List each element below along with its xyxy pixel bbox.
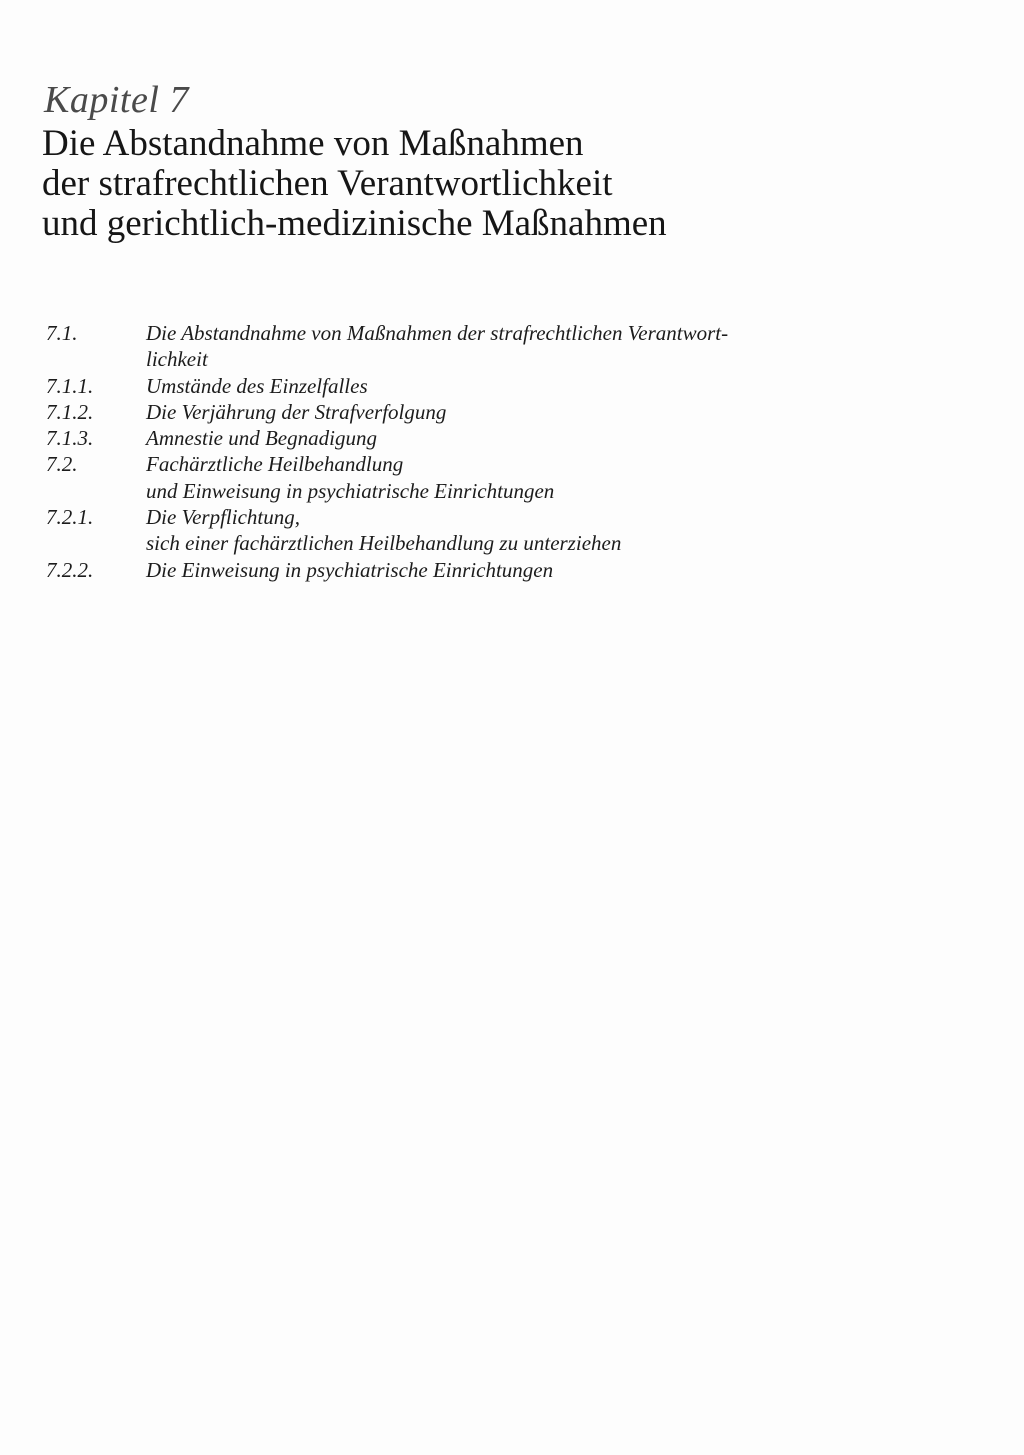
chapter-title-line: der strafrechtlichen Verantwortlichkeit bbox=[42, 163, 613, 204]
toc-entry-line: und Einweisung in psychiatrische Einrichtungen bbox=[146, 478, 555, 503]
toc-entry-number: 7.2. bbox=[46, 452, 78, 477]
chapter-title-line: und gerichtlich-medizinische Maßnahmen bbox=[42, 203, 667, 244]
toc-entry-line: sich einer fachärztlichen Heilbehandlung zu unterziehen bbox=[146, 531, 622, 556]
toc-entry-title bbox=[146, 399, 886, 425]
toc-entry-number: 7.1.2. bbox=[46, 399, 94, 424]
toc-entry-line: Amnestie und Begnadigung bbox=[146, 426, 377, 451]
toc-entry-line: Fachärztliche Heilbehandlung bbox=[146, 452, 404, 477]
toc-entry-title bbox=[146, 425, 886, 451]
toc-entry-title bbox=[146, 320, 886, 373]
toc-entry bbox=[0, 320, 1024, 373]
toc-entry-line: Umstände des Einzelfalles bbox=[146, 373, 368, 398]
toc-entry-number: 7.2.1. bbox=[46, 505, 94, 530]
toc-entry bbox=[0, 373, 1024, 399]
toc-entry-line: Die Abstandnahme von Maßnahmen der strafrechtlichen Verantwort- bbox=[146, 321, 729, 345]
toc-entry-line: Die Verjährung der Strafverfolgung bbox=[146, 399, 447, 424]
toc-entry-title bbox=[146, 451, 886, 504]
toc-entry bbox=[0, 399, 1024, 425]
toc-entry-title bbox=[146, 504, 886, 557]
toc-entry-number: 7.2.2. bbox=[46, 557, 94, 582]
toc-entry bbox=[0, 557, 1024, 583]
chapter-label: Kapitel 7 bbox=[44, 79, 189, 121]
toc-entry bbox=[0, 425, 1024, 451]
toc-entry-number: 7.1.1. bbox=[46, 373, 94, 398]
toc-entry-title bbox=[146, 557, 886, 583]
chapter-title bbox=[42, 124, 942, 244]
toc-entry-line: Die Verpflichtung, bbox=[146, 505, 300, 530]
toc-entry-line: lichkeit bbox=[146, 347, 208, 372]
toc-entry-title bbox=[146, 373, 886, 399]
table-of-contents bbox=[0, 320, 1024, 583]
toc-entry-number: 7.1. bbox=[46, 321, 78, 345]
toc-entry bbox=[0, 504, 1024, 557]
toc-entry bbox=[0, 451, 1024, 504]
chapter-title-line: Die Abstandnahme von Maßnahmen bbox=[42, 123, 584, 164]
toc-entry-number: 7.1.3. bbox=[46, 426, 94, 451]
toc-entry-line: Die Einweisung in psychiatrische Einrichtungen bbox=[146, 557, 554, 582]
